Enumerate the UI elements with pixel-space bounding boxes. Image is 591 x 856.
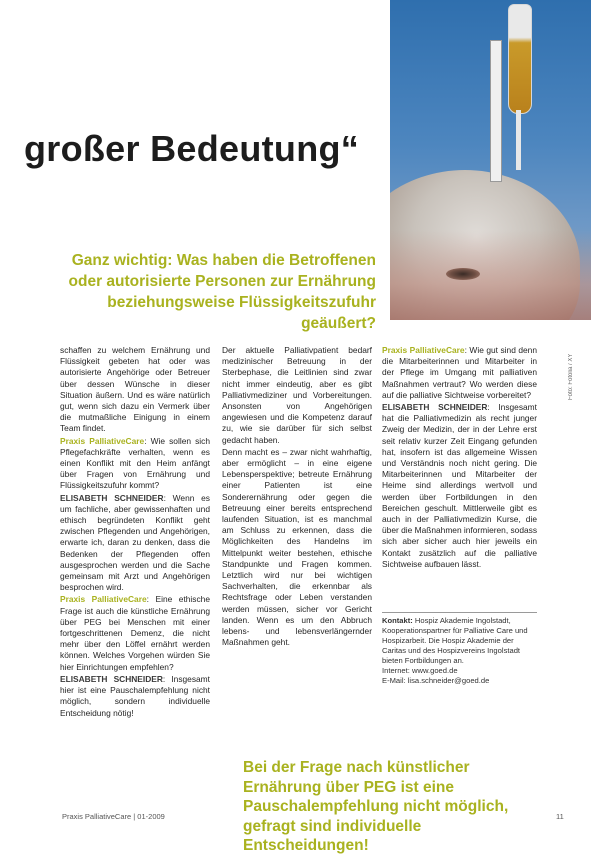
column3-question-1	[382, 345, 537, 401]
brand-name: Praxis PalliativeCare	[60, 435, 145, 446]
footer-publication: Praxis PalliativeCare | 01-2009	[62, 812, 165, 821]
text-column-2	[222, 345, 372, 649]
hero-photo	[390, 0, 591, 320]
photo-credit: Foto: Fotolia / XY	[568, 353, 574, 400]
contact-email: E-Mail: lisa.schneider@goed.de	[382, 676, 490, 685]
answer-text: : Wenn es um fachliche, aber gewissenhaften und ethisch begründeten Konflikt geht zwischen Pflegenden und Angehörigen, erwarte ich, daran zu denken, dass die Bedenken der Pflegenden offen ausgesprochen werden und die Sache gemeinsam mit Arzt und Angehörigen besprochen wird.	[60, 492, 210, 593]
column1-answer-2	[60, 674, 210, 719]
column1-question-1	[60, 436, 210, 492]
answer-text: : Insgesamt hier ist eine Pauschalempfehlung nicht möglich, sondern individuelle Entscheidung nötig!	[60, 673, 210, 718]
page-number: 11	[556, 812, 564, 821]
speaker-name: ELISABETH SCHNEIDER	[60, 492, 164, 503]
photo-person-face	[390, 230, 591, 320]
photo-feeding-bottle	[508, 4, 532, 114]
column1-question-2	[60, 594, 210, 672]
column2-paragraph-1: Der aktuelle Palliativpatient bedarf medizinischer Betreuung in der Sterbephase, die Leitlinien sind zwar nicht immer eindeutig, aber es gibt Palliativmediziner und Vorbereitungen. Ansonsten von Angehörigen angewiesen und die Kompetenz darauf zu, wie sie darüber für sich selbst gedacht haben.	[222, 345, 372, 445]
column1-answer-1	[60, 493, 210, 594]
column2-paragraph-2: Denn macht es – zwar nicht wahrhaftig, aber ermöglicht – in eine eigene Lebensperspektive; betreute Ernährung einer Patienten ist eine Sonderernährung oder gegen die Betreuung einer bereits entsprechend laufenden Situation, ist es manchmal am Schluss zu erkennen, dass die Möglichkeiten des Handelns im Mittelpunkt weiter bestehen, ethische Standpunkte und Fragen kommen. Letztlich wird nur bei wichtigen Sachverhalten, die erkennbar als Rechtsfrage oder Leben verstanden werden müssen, sicher vor Gericht landen. Wenn es um den Abbruch lebens- und lebensverlängernder Maßnahmen geht.	[222, 446, 372, 648]
photo-stand	[490, 40, 502, 182]
text-column-3	[382, 345, 537, 571]
contact-box	[382, 616, 537, 686]
column3-answer-1	[382, 402, 537, 570]
speaker-name: ELISABETH SCHNEIDER	[382, 402, 488, 413]
question-text: : Wie sollen sich Pflegefachkräfte verhalten, wenn es einen Konflikt mit den Heim anfängt über Fragen von Ernährung und Flüssigkeitszufuhr kommt?	[60, 435, 210, 491]
pull-quote: Bei der Frage nach künstlicher Ernährung über PEG ist eine Pauschalempfehlung nicht möglich, gefragt sind individuelle Entscheidungen!	[243, 759, 509, 854]
question-text: : Wie gut sind denn die Mitarbeiterinnen und Mitarbeiter in der Pflege im Umgang mit palliativen Maßnahmen vertraut? Wo werden diese auf die palliative Sichtweise vorbereitet?	[382, 345, 537, 400]
page-headline: großer Bedeutung“	[24, 128, 360, 169]
contact-internet: Internet: www.goed.de	[382, 666, 458, 675]
question-text: : Eine ethische Frage ist auch die künstliche Ernährung über PEG bei Menschen mit einer fortgeschrittenen Demenz, die nicht mehr über den Löffel ernährt werden können. Welches Vorgehen würden Sie hier Einrichtungen empfehlen?	[60, 594, 210, 672]
photo-feeding-tube	[516, 110, 521, 170]
contact-label: Kontakt:	[382, 616, 413, 625]
contact-description: Hospiz Akademie Ingolstadt, Kooperationspartner für Palliative Care und Hospizarbeit. Die Hospiz Akademie der Caritas und des Hospizvereins Ingolstadt bieten Fortbildungen an.	[382, 616, 528, 665]
brand-name: Praxis PalliativeCare	[60, 594, 147, 605]
text-column-1	[60, 345, 210, 720]
column1-paragraph-1: schaffen zu welchem Ernährung und Flüssigkeit gebeten hat oder was autorisierte Angehörige oder Betreuer über dessen Wünsche in dieser Situation äußern. Und es wäre natürlich gut, wenn sich dazu ein Vermerk über die mutmaßliche Einigung in einem Team findet.	[60, 345, 210, 434]
photo-person-eye	[446, 268, 480, 280]
speaker-name: ELISABETH SCHNEIDER	[60, 673, 163, 684]
contact-text	[382, 616, 537, 666]
lead-paragraph: Ganz wichtig: Was haben die Betroffenen oder autorisierte Personen zur Ernährung beziehungsweise Flüssigkeitszufuhr geäußert?	[68, 252, 376, 332]
answer-text: : Insgesamt hat die Palliativmedizin als recht junger Zweig der Medizin, der in der Lehre erst seit relativ kurzer Zeit Eingang gefunden hat, insofern ist das allgemeine Wissen und Verständnis noch nicht gering. Die Mitarbeiterinnen und Mitarbeiter der Heime sind allerdings wertvoll und werden über Fortbildungen in den Bereichen geschult. Mittlerweile gibt es auch in der Palliativmedizin Kurse, die über die Maßnahmen informieren, sodass sich aber sicher auch hier jeweils ein Kontakt zusätzlich auf die palliative Sichtweise aufbauen lässt.	[382, 402, 538, 569]
brand-name: Praxis PalliativeCare	[382, 345, 465, 355]
